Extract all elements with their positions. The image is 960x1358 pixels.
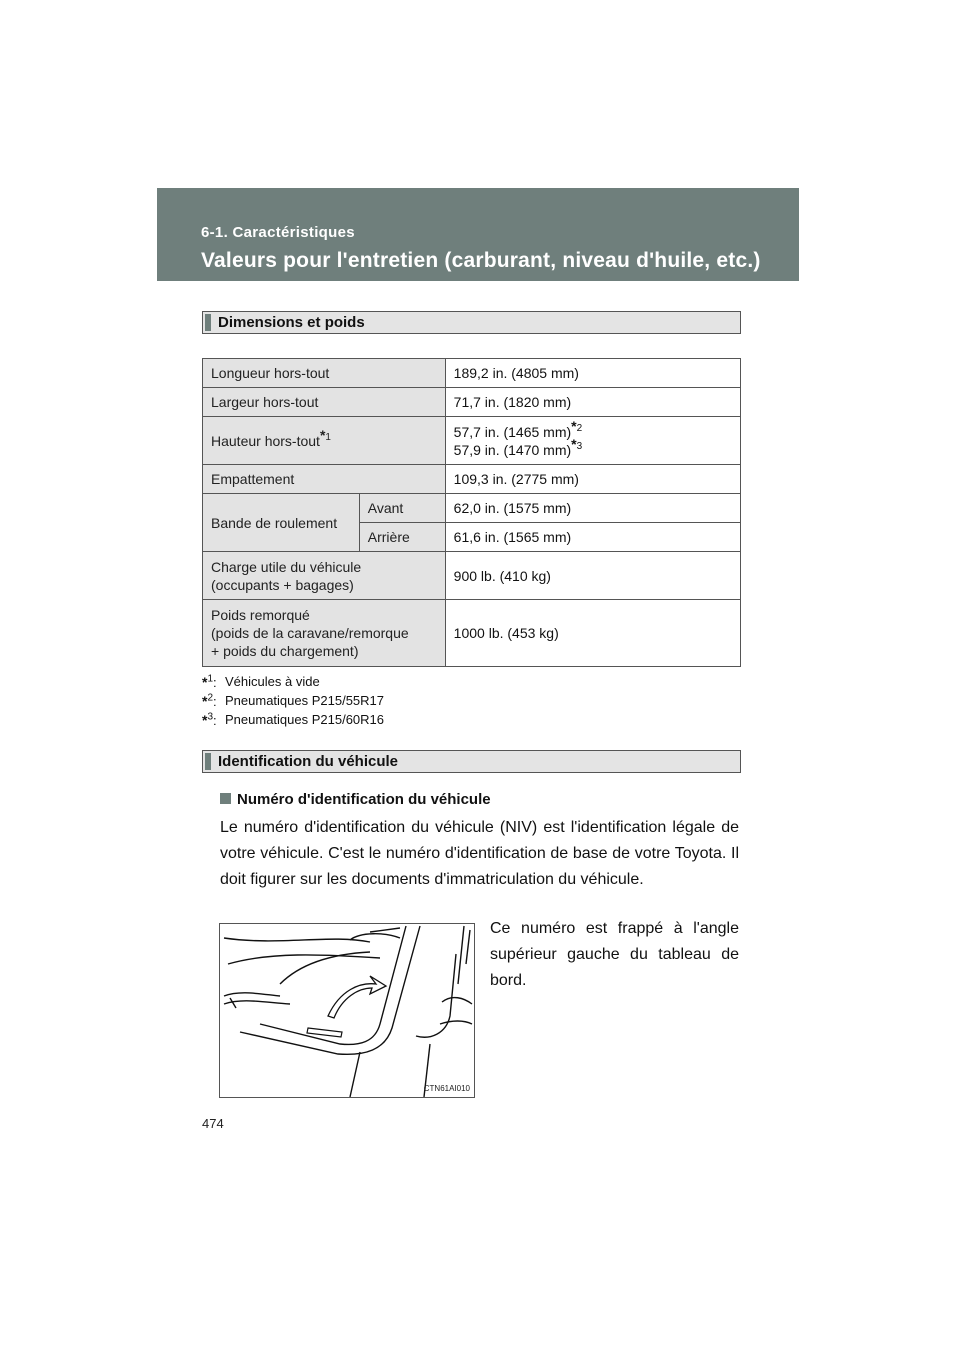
row-value: 1000 lb. (453 kg) — [445, 600, 740, 667]
page-title: Valeurs pour l'entretien (carburant, niveau d'huile, etc.) — [201, 249, 761, 272]
row-label: Longueur hors-tout — [203, 359, 446, 388]
footnotes — [202, 673, 384, 730]
row-label — [203, 417, 446, 465]
identification-heading-text: Identification du véhicule — [218, 753, 399, 770]
row-label: Empattement — [203, 465, 446, 494]
row-label: Largeur hors-tout — [203, 388, 446, 417]
footnote-ref: *1 — [319, 426, 331, 443]
row-value: 109,3 in. (2775 mm) — [445, 465, 740, 494]
table-row — [203, 359, 741, 388]
dashboard-drawing — [220, 924, 474, 1097]
table-row — [203, 465, 741, 494]
row-sublabel: Avant — [359, 494, 445, 523]
dimensions-table — [202, 358, 741, 667]
row-value: 61,6 in. (1565 mm) — [445, 523, 740, 552]
body-paragraph: Le numéro d'identification du véhicule (NIV) est l'identification légale de votre véhicule. C'est le numéro d'identification de base de votre Toyota. Il doit figurer sur les documents d'immatriculation du véhicule. — [220, 819, 739, 888]
section-label: 6-1. Caractéristiques — [201, 224, 355, 241]
table-row — [203, 600, 741, 667]
footnote: *$^3$: Pneumatiques P215/60R16 — [202, 711, 385, 728]
vin-location-illustration — [219, 923, 475, 1098]
table-row — [203, 494, 741, 523]
row-value: 189,2 in. (4805 mm) — [445, 359, 740, 388]
table-row — [203, 388, 741, 417]
row-value: 62,0 in. (1575 mm) — [445, 494, 740, 523]
footnote: *$^2$: Pneumatiques P215/55R17 — [202, 692, 385, 709]
row-value: 57,7 in. (1465 mm)$^{*2}$ 57,9 in. (1470 mm)$^{*3}$ — [445, 417, 740, 465]
table-row — [203, 417, 741, 465]
figure-code: CTN61AI010 — [423, 1084, 470, 1093]
row-value: 900 lb. (410 kg) — [445, 552, 740, 600]
table-row — [203, 552, 741, 600]
dimensions-heading-text: Dimensions et poids — [218, 314, 365, 331]
row-sublabel: Arrière — [359, 523, 445, 552]
square-bullet-icon — [220, 793, 231, 804]
footnote: *$^1$: Véhicules à vide — [202, 673, 320, 690]
row-label: Poids remorqué (poids de la caravane/remorque + poids du chargement) — [203, 600, 446, 667]
row-label: Bande de roulement — [203, 494, 360, 552]
dimensions-heading — [202, 311, 741, 334]
row-label-text: Hauteur hors-tout — [211, 432, 320, 449]
location-description: Ce numéro est frappé à l'angle supérieur gauche du tableau de bord. — [490, 920, 739, 989]
page-number: 474 — [202, 1116, 224, 1131]
subheading: Numéro d'identification du véhicule — [220, 791, 491, 808]
row-value: 71,7 in. (1820 mm) — [445, 388, 740, 417]
row-label: Charge utile du véhicule (occupants + bagages) — [203, 552, 446, 600]
identification-heading — [202, 750, 741, 773]
